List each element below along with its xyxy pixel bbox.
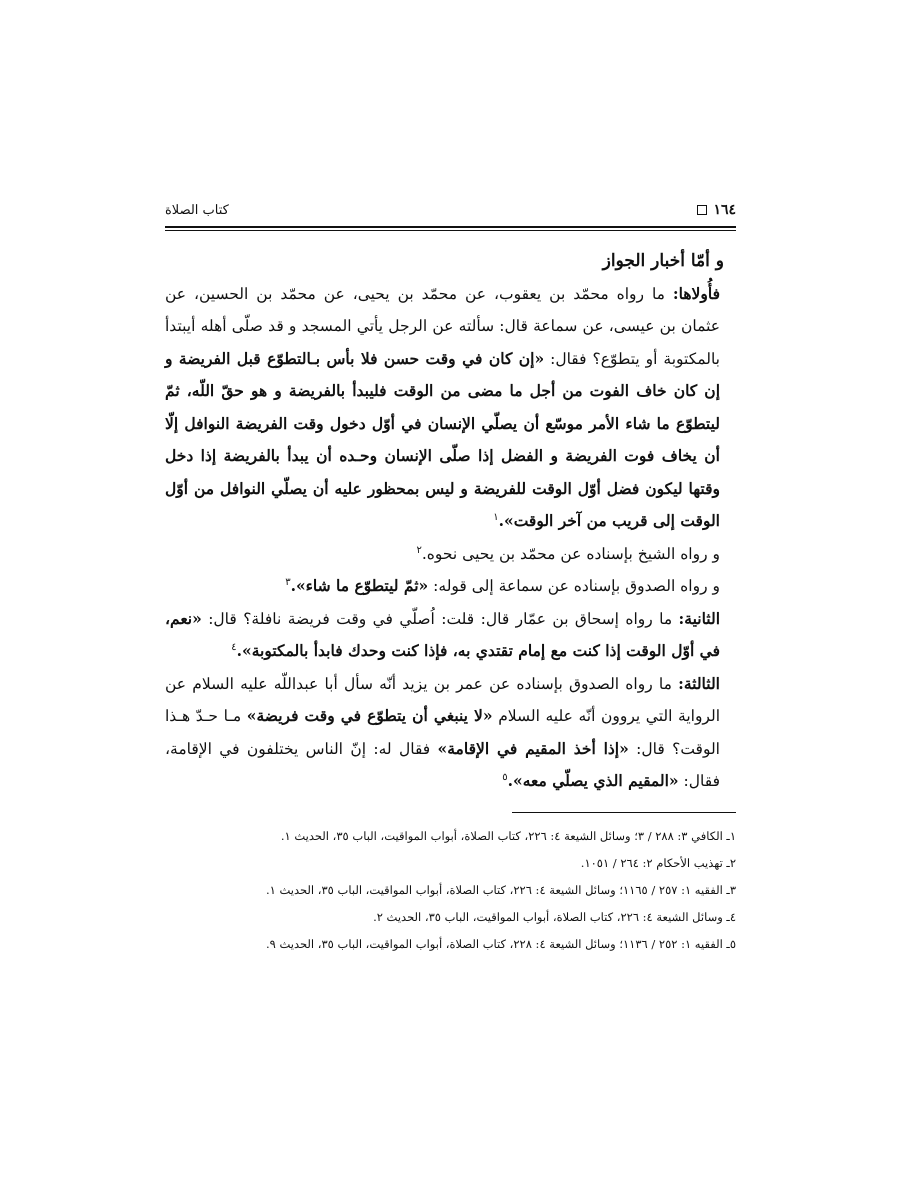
section-heading: و أمّا أخبار الجواز: [602, 251, 724, 271]
paragraph-text: مـا حـدّ هـذا الوقت؟ قال:: [165, 707, 720, 758]
page-number-text: ١٦٤: [713, 202, 736, 218]
hadith-quote: «لا ينبغي أن يتطوّع في وقت فريضة»: [246, 706, 493, 725]
footnote-ref-4[interactable]: ٤: [231, 641, 237, 653]
header-rule-thick: [165, 226, 736, 228]
header-rule-thin: [165, 230, 736, 231]
paragraph-text: ما رواه الصدوق بإسناده عن عمر بن يزيد أنّه سأل أبا عبداللّه عليه السلام عن الرواية التي يروون أنّه عليه السلام: [165, 674, 721, 725]
paragraph-text: ما رواه محمّد بن يعقوب، عن محمّد بن يحيى، عن محمّد بن الحسين، عن عثمان بن عيسى، عن سماعة قال: سألته عن الرجل يأتي المسجد و قد صلّى أهله أيبتدأ بالمكتوبة أو يتطوّع؟ فقال:: [165, 284, 720, 368]
hadith-quote: «المقيم الذي يصلّي معه».: [507, 771, 679, 790]
footnote-3: ٣ـ الفقيه ١: ٢٥٧ / ١١٦٥؛ وسائل الشيعة ٤: ٢٢٦، كتاب الصلاة، أبواب المواقيت، الباب ٣٥، الحديث ١.: [265, 882, 736, 897]
footnotes: [165, 823, 736, 958]
page-number: [697, 202, 736, 218]
book-title: كتاب الصلاة: [165, 202, 229, 218]
hadith-quote: «ثمّ ليتطوّع ما شاء».: [290, 576, 429, 595]
hadith-quote: «إذا أخذ المقيم في الإقامة»: [437, 738, 629, 758]
footnote-ref-5[interactable]: ٥: [502, 771, 508, 783]
paragraph-text: و رواه الشيخ بإسناده عن محمّد بن يحيى نحوه.: [421, 544, 720, 563]
paragraph-text: فقال له: إنّ الناس يختلفون في الإقامة، فقال:: [165, 739, 720, 790]
paragraph-third-narration: [165, 668, 736, 798]
paragraph-text: ما رواه إسحاق بن عمّار قال: قلت: اُصلّي في وقت فريضة نافلة؟ قال:: [201, 609, 679, 628]
footnote-ref-3[interactable]: ٣: [285, 576, 291, 588]
main-text: [165, 245, 736, 798]
paragraph-lead: فأُولاها:: [672, 283, 720, 303]
hadith-quote: «إن كان في وقت حسن فلا بأس بـالتطوّع قبل الفريضة و إن كان خاف الفوت من أجل ما مضى من الوقت فليبدأ بالفريضة و هو حقّ اللّه، ثمّ ليتطوّع ما شاء الأمر موسّع أن يصلّي الإنسان في أوّل دخول وقت الفريضة النوافل إلّا أن يخاف فوت الفريضة و الفضل إذا صلّى الإنسان وحـده أن يبدأ بالفريضة إذا دخل وقتها ليكون فضل أوّل الوقت للفريضة و ليس بمحظور عليه أن يصلّي النوافل من أوّل الوقت إلى قريب من آخر الوقت».: [165, 348, 720, 530]
footnote-ref-1[interactable]: ١: [493, 511, 499, 523]
paragraph-text: و رواه الصدوق بإسناده عن سماعة إلى قوله:: [428, 577, 720, 595]
paragraph-lead: الثالثة:: [678, 673, 720, 693]
square-icon: [697, 205, 707, 215]
paragraph-first-narration: [165, 278, 736, 538]
paragraph-saduq-narration: [165, 570, 736, 603]
paragraph-second-narration: [165, 603, 736, 668]
footnote-ref-2[interactable]: ٢: [416, 544, 422, 556]
footnote-1: ١ـ الكافي ٣: ٢٨٨ / ٣؛ وسائل الشيعة ٤: ٢٢٦، كتاب الصلاة، أبواب المواقيت، الباب ٣٥، الحديث ١.: [280, 828, 736, 843]
footnote-separator: [512, 812, 736, 813]
paragraph-sheikh-narration: [165, 538, 736, 571]
book-page: [165, 196, 736, 958]
footnote-2: ٢ـ تهذيب الأحكام ٢: ٢٦٤ / ١٠٥١.: [580, 855, 736, 870]
hadith-quote: «نعم، في أوّل الوقت إذا كنت مع إمام تقتدي به، فإذا كنت وحدك فابدأ بالمكتوبة».: [165, 608, 720, 660]
footnote-4: ٤ـ وسائل الشيعة ٤: ٢٢٦، كتاب الصلاة، أبواب المواقيت، الباب ٣٥، الحديث ٢.: [373, 909, 736, 924]
footnote-5: ٥ـ الفقيه ١: ٢٥٢ / ١١٣٦؛ وسائل الشيعة ٤: ٢٢٨، كتاب الصلاة، أبواب المواقيت، الباب ٣٥، الحديث ٩.: [265, 936, 736, 951]
paragraph-lead: الثانية:: [678, 608, 720, 628]
page-header: [165, 196, 736, 224]
